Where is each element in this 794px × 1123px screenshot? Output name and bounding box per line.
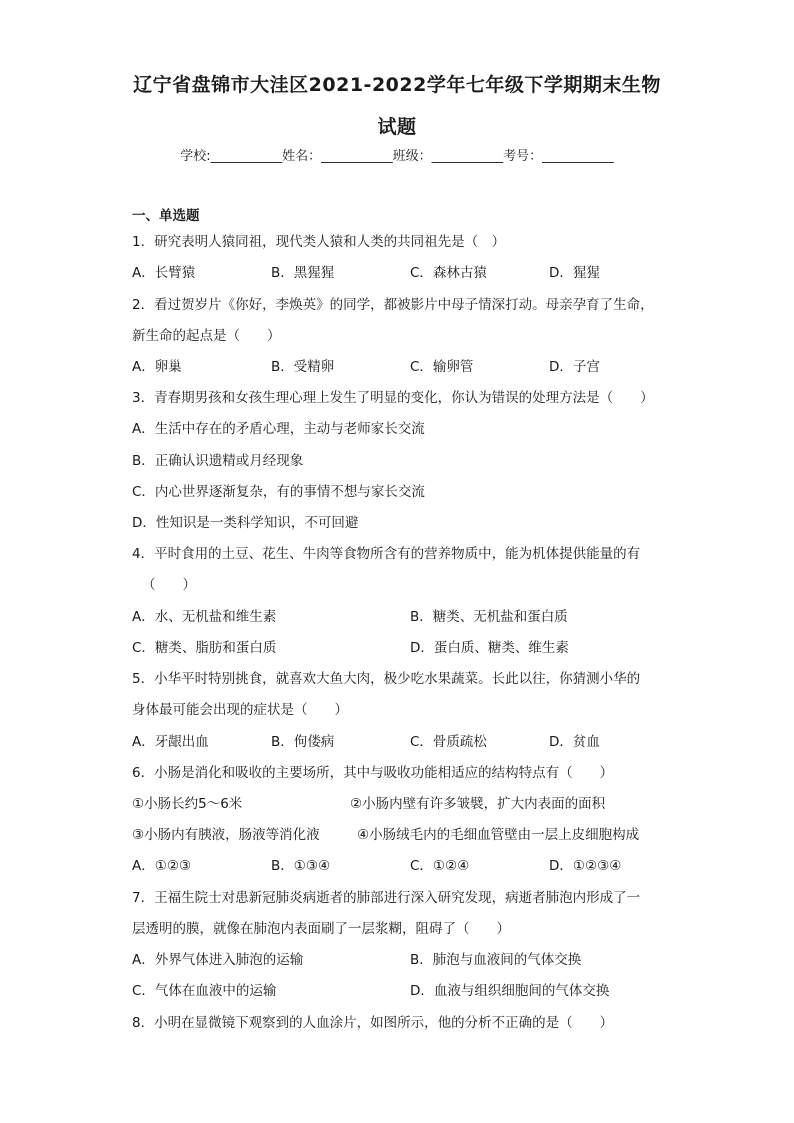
q4-option-d: D．蛋白质、糖类、维生素 bbox=[410, 640, 569, 656]
q6-item-2: ②小肠内壁有许多皱襞，扩大内表面的面积 bbox=[350, 796, 606, 812]
question-2-stem-line2: 新生命的起点是（ ） bbox=[132, 328, 281, 344]
q1-option-a: A．长臂猿 bbox=[132, 265, 196, 281]
q6-item-1: ①小肠长约5～6米 bbox=[132, 796, 243, 812]
q6-option-c: C．①②④ bbox=[410, 858, 470, 874]
q6-option-b: B．①③④ bbox=[271, 858, 331, 874]
q6-option-a: A．①②③ bbox=[132, 858, 192, 874]
question-5-stem-line1: 5．小华平时特别挑食，就喜欢大鱼大肉，极少吃水果蔬菜。长此以往，你猜测小华的 bbox=[132, 671, 641, 687]
q2-option-c: C．输卵管 bbox=[410, 359, 474, 375]
question-6-stem: 6．小肠是消化和吸收的主要场所，其中与吸收功能相适应的结构特点有（ ） bbox=[132, 765, 614, 781]
q3-option-c: C．内心世界逐渐复杂，有的事情不想与家长交流 bbox=[132, 484, 425, 500]
question-2-stem-line1: 2．看过贺岁片《你好，李焕英》的同学，都被影片中母子情深打动。母亲孕育了生命， bbox=[132, 297, 654, 313]
q5-option-c: C．骨质疏松 bbox=[410, 734, 487, 750]
question-1-stem: 1．研究表明人猿同祖，现代类人猿和人类的共同祖先是（ ） bbox=[132, 234, 506, 250]
q5-option-b: B．佝偻病 bbox=[271, 734, 335, 750]
section-heading: 一、单选题 bbox=[132, 208, 200, 224]
q7-option-a: A．外界气体进入肺泡的运输 bbox=[132, 952, 304, 968]
question-5-stem-line2: 身体最可能会出现的症状是（ ） bbox=[132, 702, 348, 718]
q3-option-d: D．性知识是一类科学知识，不可回避 bbox=[132, 515, 359, 531]
q2-option-d: D．子宫 bbox=[549, 359, 600, 375]
student-info-line: 学校:___________姓名：___________班级：___________考号：___________ bbox=[180, 149, 614, 164]
q1-option-d: D．猩猩 bbox=[549, 265, 600, 281]
question-4-stem-line1: 4．平时食用的土豆、花生、牛肉等食物所含有的营养物质中，能为机体提供能量的有 bbox=[132, 546, 641, 562]
q4-option-c: C．糖类、脂肪和蛋白质 bbox=[132, 640, 277, 656]
q7-option-b: B．肺泡与血液间的气体交换 bbox=[410, 952, 582, 968]
q2-option-b: B．受精卵 bbox=[271, 359, 335, 375]
document-title-line1: 辽宁省盘锦市大洼区2021-2022学年七年级下学期期末生物 bbox=[133, 74, 661, 96]
q7-option-d: D．血液与组织细胞间的气体交换 bbox=[410, 983, 610, 999]
document-title-line2: 试题 bbox=[377, 116, 417, 138]
q1-option-b: B．黑猩猩 bbox=[271, 265, 335, 281]
q6-item-4: ④小肠绒毛内的毛细血管壁由一层上皮细胞构成 bbox=[357, 827, 640, 843]
q2-option-a: A．卵巢 bbox=[132, 359, 182, 375]
q1-option-c: C．森林古猿 bbox=[410, 265, 487, 281]
q7-option-c: C．气体在血液中的运输 bbox=[132, 983, 277, 999]
q6-item-3: ③小肠内有胰液，肠液等消化液 bbox=[132, 827, 320, 843]
question-8-stem: 8．小明在显微镜下观察到的人血涂片，如图所示，他的分析不正确的是（ ） bbox=[132, 1015, 614, 1031]
q3-option-a: A．生活中存在的矛盾心理，主动与老师家长交流 bbox=[132, 421, 425, 437]
q4-option-a: A．水、无机盐和维生素 bbox=[132, 609, 277, 625]
question-3-stem: 3．青春期男孩和女孩生理心理上发生了明显的变化，你认为错误的处理方法是（ ） bbox=[132, 390, 654, 406]
q6-option-d: D．①②③④ bbox=[549, 858, 622, 874]
question-7-stem-line1: 7．王福生院士对患新冠肺炎病逝者的肺部进行深入研究发现，病逝者肺泡内形成了一 bbox=[132, 890, 641, 906]
q5-option-a: A．牙龈出血 bbox=[132, 734, 209, 750]
question-7-stem-line2: 层透明的膜，就像在肺泡内表面刷了一层浆糊，阻碍了（ ） bbox=[132, 921, 510, 937]
q5-option-d: D．贫血 bbox=[549, 734, 600, 750]
q3-option-b: B．正确认识遗精或月经现象 bbox=[132, 453, 304, 469]
question-4-stem-line2: （ ） bbox=[142, 577, 196, 593]
q4-option-b: B．糖类、无机盐和蛋白质 bbox=[410, 609, 568, 625]
